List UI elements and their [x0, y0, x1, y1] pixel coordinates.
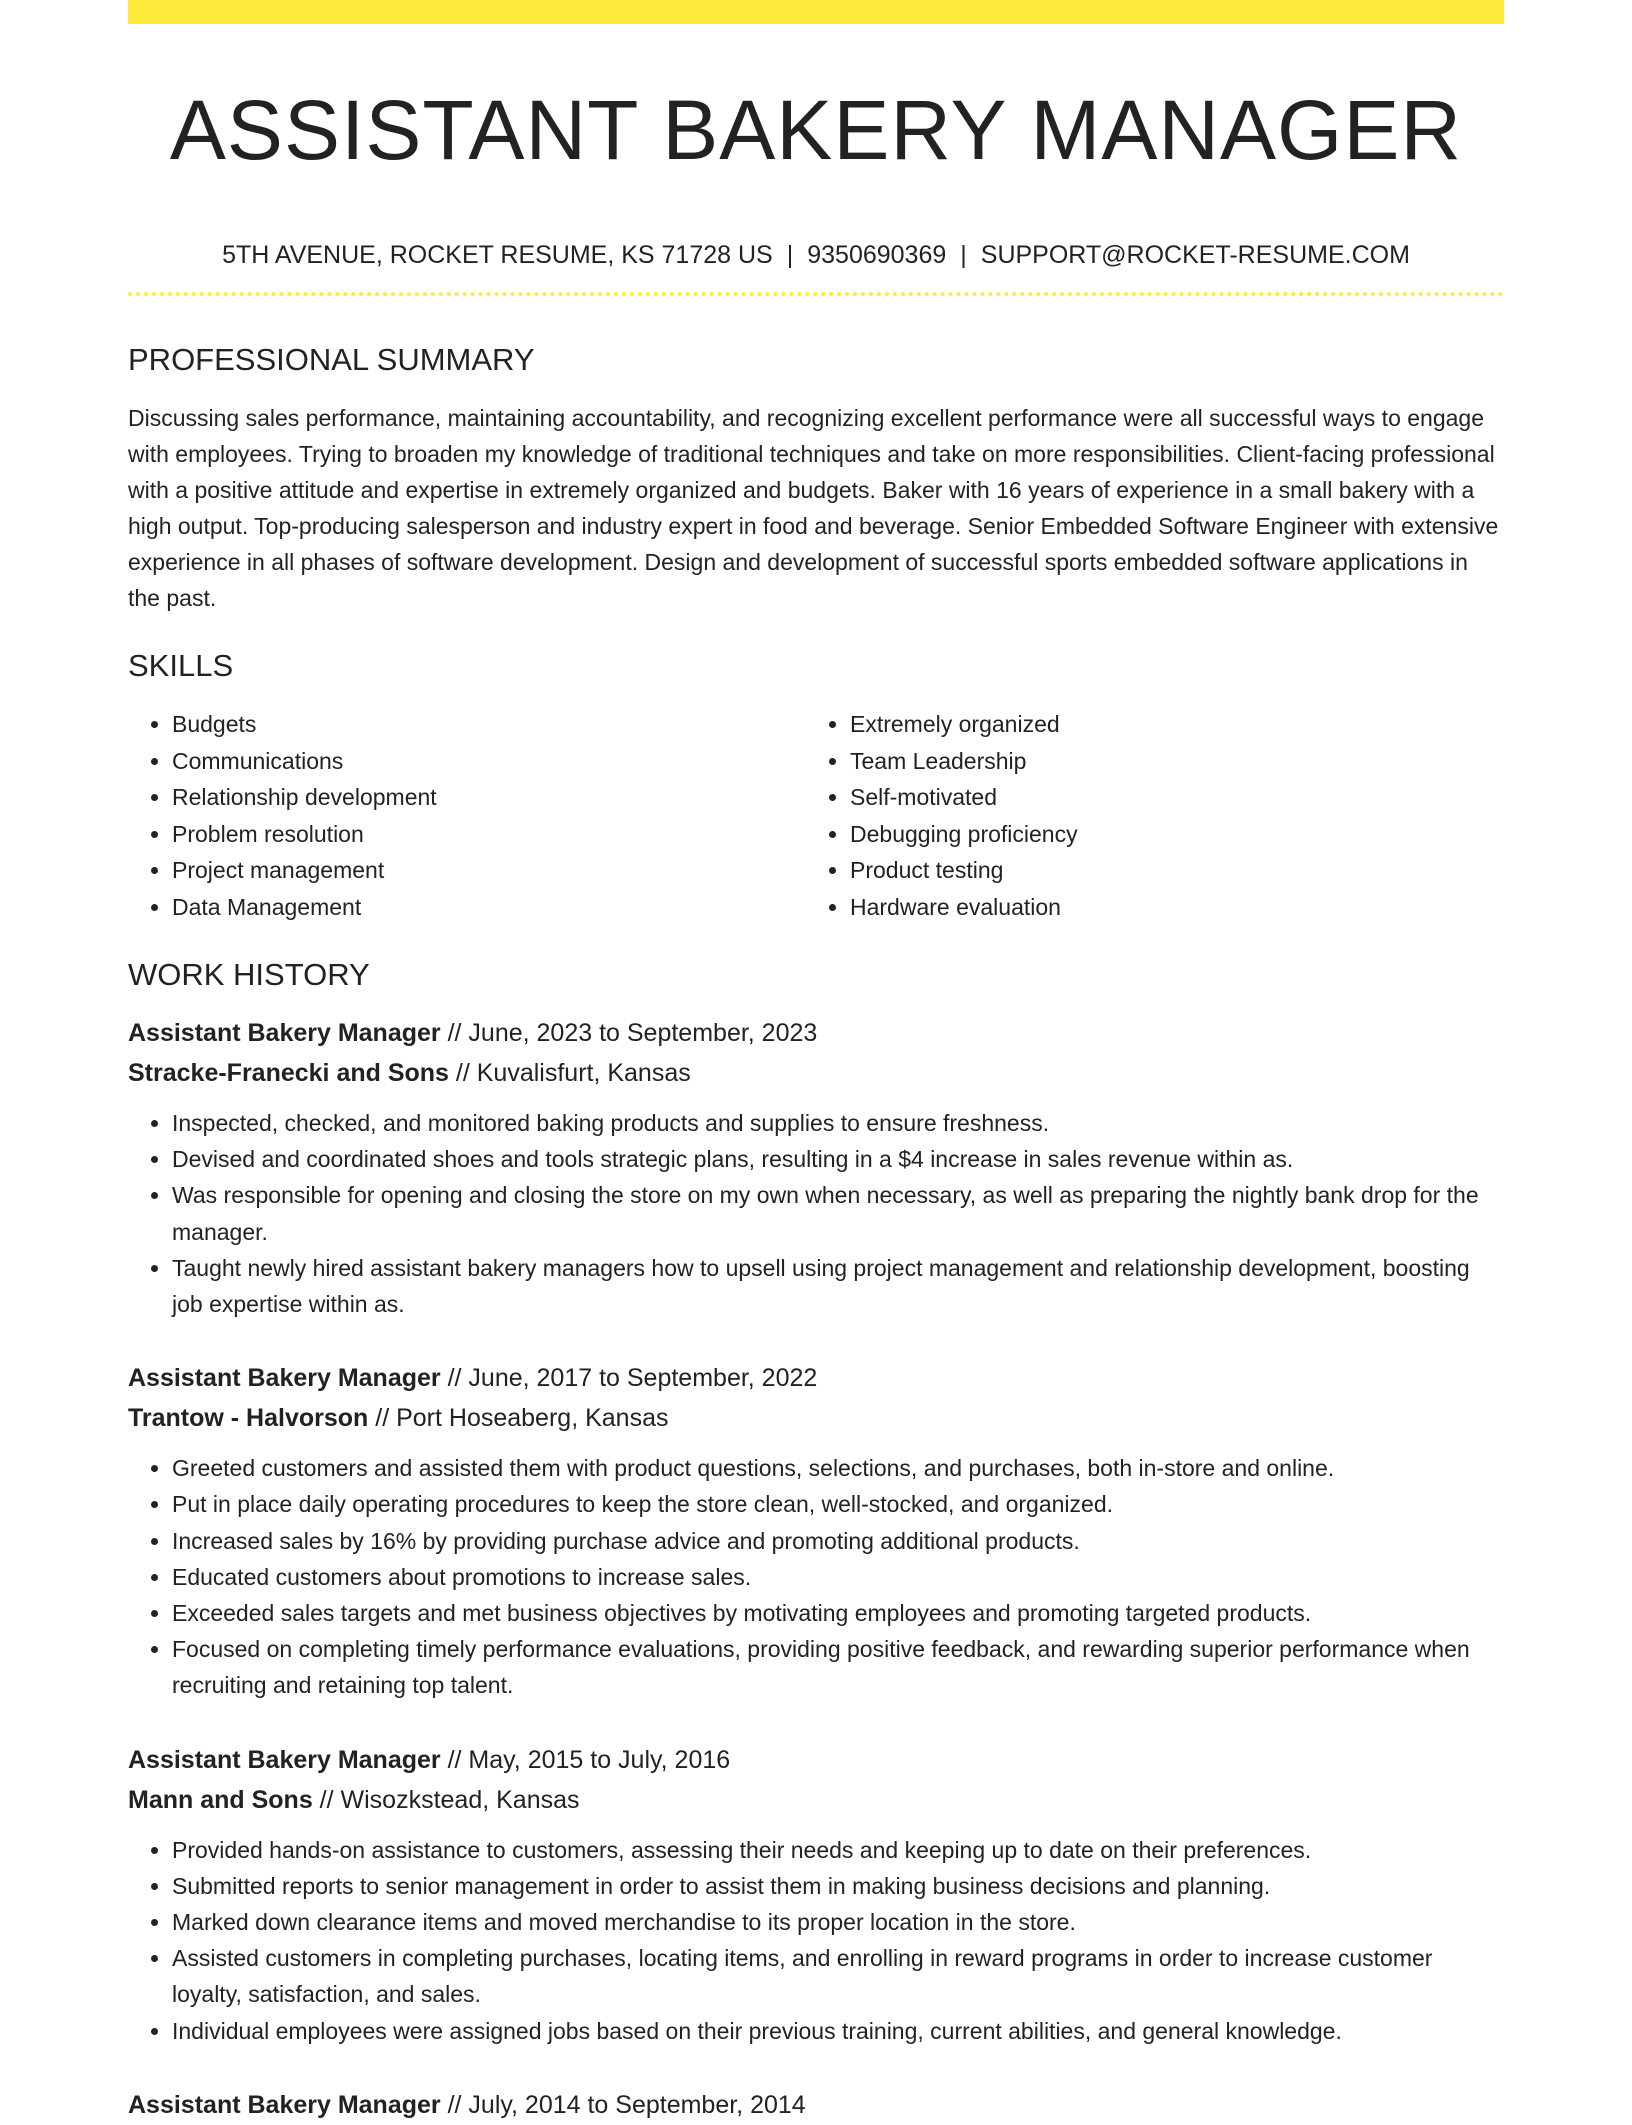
job-dates: // June, 2017 to September, 2022: [440, 1364, 818, 1393]
summary-heading: PROFESSIONAL SUMMARY: [128, 342, 535, 377]
job-bullets: [128, 1832, 1504, 2049]
job-bullet: • Increased sales by 16% by providing purchase advice and promoting additional products.: [172, 1523, 1504, 1559]
job-entry: [128, 2085, 1504, 2125]
job-role: Assistant Bakery Manager: [128, 1745, 441, 1774]
skill-item: • Problem resolution: [172, 816, 806, 853]
skill-item: • Budgets: [172, 706, 806, 743]
skills-heading: SKILLS: [128, 648, 234, 683]
job-role-line: [128, 1740, 1504, 1780]
job-role-line: [128, 1358, 1504, 1398]
job-bullet: • Submitted reports to senior management in order to assist them in making business decisions and planning.: [172, 1868, 1504, 1904]
job-bullet: • Individual employees were assigned jobs based on their previous training, current abilities, and general knowledge.: [172, 2013, 1504, 2049]
job-bullet: • Provided hands-on assistance to customers, assessing their needs and keeping up to date on their preferences.: [172, 1832, 1504, 1868]
job-bullet: • Assisted customers in completing purchases, locating items, and enrolling in reward programs in order to increase customer loyalty, satisfaction, and sales.: [172, 1940, 1504, 2012]
skills-right-list: [806, 706, 1484, 925]
job-entry: [128, 1013, 1504, 1322]
skill-item: • Extremely organized: [850, 706, 1484, 743]
job-bullet: • Put in place daily operating procedures to keep the store clean, well-stocked, and organized.: [172, 1486, 1504, 1522]
contact-separator: |: [960, 241, 967, 269]
skill-item: • Data Management: [172, 889, 806, 926]
job-location: // Wisozkstead, Kansas: [312, 1785, 580, 1814]
skill-item: • Product testing: [850, 852, 1484, 889]
resume-content: [128, 80, 1504, 2125]
dotted-divider: [128, 292, 1504, 296]
job-entry: [128, 1358, 1504, 1703]
job-entry: [128, 1740, 1504, 2049]
contact-email: SUPPORT@ROCKET-RESUME.COM: [980, 241, 1410, 269]
skill-item: • Team Leadership: [850, 743, 1484, 780]
contact-address: 5TH AVENUE, ROCKET RESUME, KS 71728 US: [222, 241, 773, 269]
job-bullet: • Greeted customers and assisted them with product questions, selections, and purchases, both in-store and online.: [172, 1450, 1504, 1486]
job-bullet: • Taught newly hired assistant bakery managers how to upsell using project management and relationship development, boosting job expertise within as.: [172, 1250, 1504, 1322]
job-bullet: • Was responsible for opening and closing the store on my own when necessary, as well as preparing the nightly bank drop for the manager.: [172, 1177, 1504, 1249]
skills-columns: [128, 706, 1504, 925]
skill-item: • Debugging proficiency: [850, 816, 1484, 853]
job-role: Assistant Bakery Manager: [128, 1019, 441, 1047]
summary-text: Discussing sales performance, maintaining accountability, and recognizing excellent performance were all successful ways to engage with employees. Trying to broaden my knowledge of traditional techniques and take on more responsibilities. Client-facing professional with a positive attitude and expertise in extremely organized and budgets. Baker with 16 years of experience in a small bakery with a high output. Top-producing salesperson and industry expert in food and beverage. Senior Embedded Software Engineer with extensive experience in all phases of software development. Design and development of successful sports embedded software applications in the past.: [128, 405, 1499, 611]
job-company: Mann and Sons: [128, 1785, 313, 1814]
job-bullet: • Devised and coordinated shoes and tools strategic plans, resulting in a $4 increase in sales revenue within as.: [172, 1141, 1504, 1177]
skill-item: • Hardware evaluation: [850, 889, 1484, 926]
job-bullet: • Exceeded sales targets and met business objectives by motivating employees and promoting targeted products.: [172, 1595, 1504, 1631]
job-company-line: [128, 1780, 1504, 1820]
contact-separator: |: [786, 241, 794, 269]
job-company: Trantow - Halvorson: [128, 1404, 369, 1433]
job-bullet: • Marked down clearance items and moved merchandise to its proper location in the store.: [172, 1904, 1504, 1940]
skill-item: • Self-motivated: [850, 779, 1484, 816]
skill-item: • Project management: [172, 852, 806, 889]
job-company-line: [128, 1053, 1504, 1093]
job-role: Assistant Bakery Manager: [128, 1364, 441, 1393]
job-role-line: [128, 2085, 1504, 2125]
job-dates: // July, 2014 to September, 2014: [440, 2090, 806, 2119]
job-company: Stracke-Franecki and Sons: [128, 1059, 449, 1087]
job-role: Assistant Bakery Manager: [128, 2090, 441, 2119]
contact-phone: 9350690369: [807, 241, 947, 269]
skill-item: • Communications: [172, 743, 806, 780]
job-bullet: • Inspected, checked, and monitored baking products and supplies to ensure freshness.: [172, 1105, 1504, 1141]
work-history-heading: WORK HISTORY: [128, 957, 370, 992]
job-location: // Port Hoseaberg, Kansas: [368, 1404, 669, 1433]
job-location: // Kuvalisfurt, Kansas: [448, 1059, 691, 1087]
accent-top-bar: [128, 0, 1504, 24]
job-bullet: • Focused on completing timely performance evaluations, providing positive feedback, and rewarding superior performance when recruiting and retaining top talent.: [172, 1631, 1504, 1703]
job-bullets: [128, 1450, 1504, 1703]
job-company-line: [128, 1398, 1504, 1438]
job-bullets: [128, 1105, 1504, 1322]
skill-item: • Relationship development: [172, 779, 806, 816]
job-dates: // May, 2015 to July, 2016: [440, 1745, 731, 1774]
contact-line: [128, 238, 1504, 272]
job-bullet: • Educated customers about promotions to increase sales.: [172, 1559, 1504, 1595]
skills-left-list: [128, 706, 806, 925]
job-role-line: [128, 1013, 1504, 1053]
candidate-title: ASSISTANT BAKERY MANAGER: [169, 83, 1463, 177]
job-dates: // June, 2023 to September, 2023: [440, 1019, 818, 1047]
